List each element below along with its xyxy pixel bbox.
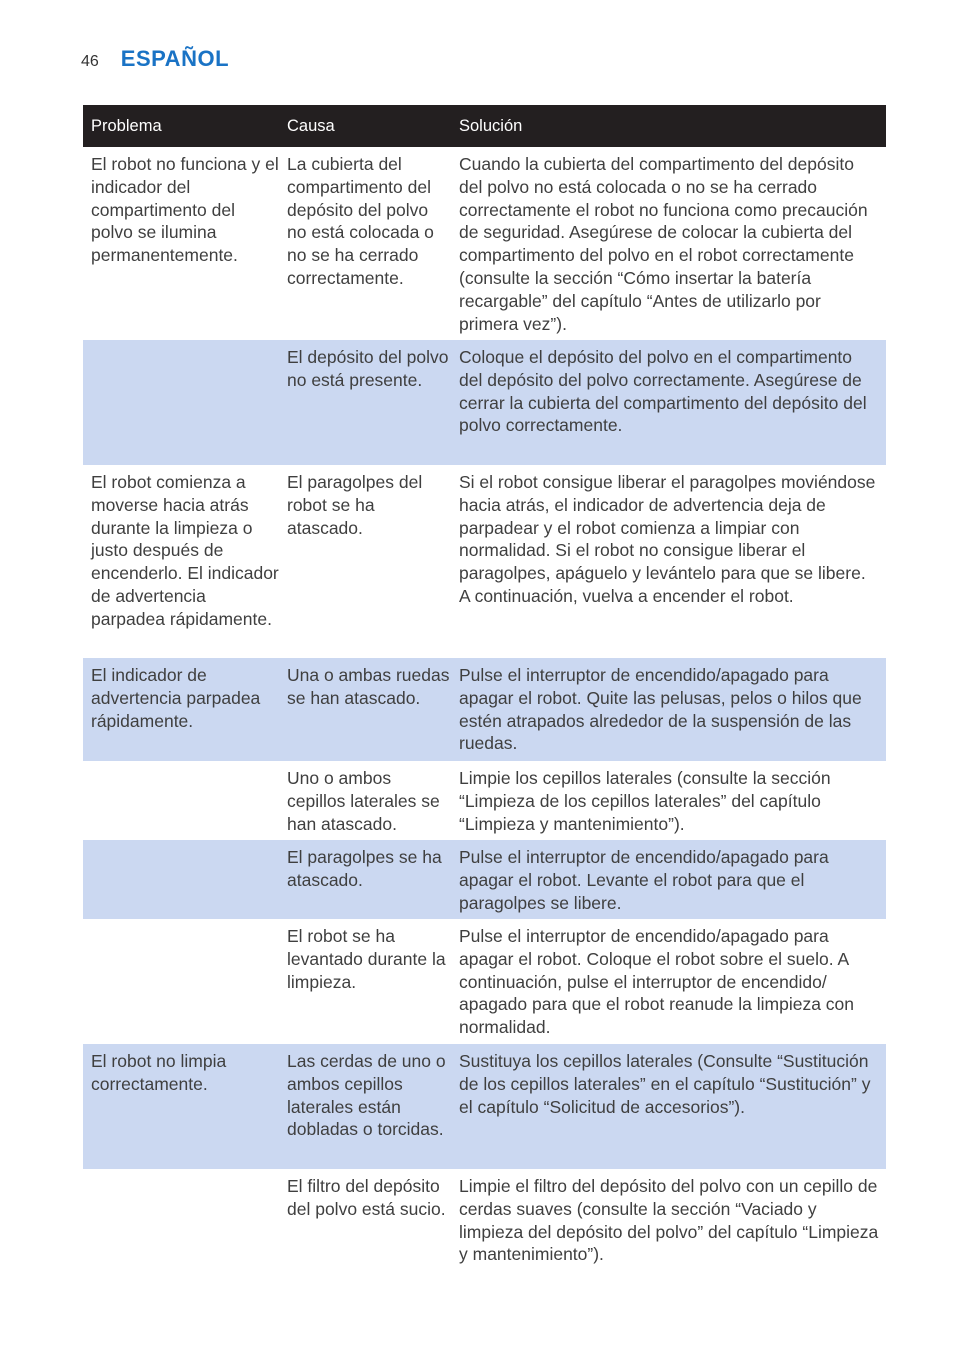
page-number: 46 <box>81 53 99 70</box>
solution-cell: Coloque el depósito del polvo en el compartimento del depósito del polvo correctamente. Asegúrese de cerrar la cubierta del compartimento del depósito del polvo correctamente. <box>459 347 867 436</box>
cause-cell: El paragolpes se ha atascado. <box>287 847 442 890</box>
problem-cell <box>83 840 279 919</box>
cause-cell: El robot se ha levantado durante la limpieza. <box>287 926 446 992</box>
cause-cell: El filtro del depósito del polvo está sucio. <box>287 1176 446 1219</box>
table-row <box>83 340 886 465</box>
problem-cell <box>83 919 279 1044</box>
table-row <box>83 919 886 1044</box>
page-header <box>81 46 229 76</box>
solution-cell: Cuando la cubierta del compartimento del depósito del polvo no está colocada o no se ha cerrado correctamente el robot no funciona como precaución de seguridad. Asegúrese de colocar la cubierta del compartimento del polvo en el robot correctamente (consulte la sección “Cómo insertar la batería recargable” del capítulo “Antes de utilizarlo por primera vez”). <box>459 154 868 334</box>
table-row <box>83 761 886 840</box>
cause-cell: Uno o ambos cepillos laterales se han atascado. <box>287 768 440 834</box>
solution-cell: Si el robot consigue liberar el paragolpes moviéndose hacia atrás, el indicador de advertencia deja de parpadear y el robot comienza a limpiar con normalidad. Si el robot no consigue liberar el paragolpes, apáguelo y levántelo para que se libere. A continuación, vuelva a encender el robot. <box>459 472 876 606</box>
problem-cell: El robot no funciona y el indicador del compartimento del polvo se ilumina permanentemente. <box>91 154 279 266</box>
table-row <box>83 147 886 340</box>
table-row <box>83 1169 886 1279</box>
cause-cell: El paragolpes del robot se ha atascado. <box>287 472 423 538</box>
solution-cell: Pulse el interruptor de encendido/apagado para apagar el robot. Quite las pelusas, pelos o hilos que estén atrapados alrededor de la suspensión de las ruedas. <box>459 665 862 754</box>
problem-cell: El robot comienza a moverse hacia atrás durante la limpieza o justo después de encenderlo. El indicador de advertencia parpadea rápidamente. <box>91 472 279 629</box>
table-row <box>83 840 886 919</box>
column-header-problem: Problema <box>91 116 162 135</box>
column-header-cause: Causa <box>287 116 335 135</box>
table-row <box>83 465 886 658</box>
section-title: ESPAÑOL <box>120 46 230 71</box>
column-header-solution: Solución <box>459 116 523 135</box>
problem-cell: El indicador de advertencia parpadea rápidamente. <box>91 665 261 731</box>
solution-cell: Sustituya los cepillos laterales (Consulte “Sustitución de los cepillos laterales” en el capítulo “Sustitución” y el capítulo “Solicitud de accesorios”). <box>459 1051 871 1117</box>
solution-cell: Pulse el interruptor de encendido/apagado para apagar el robot. Coloque el robot sobre el suelo. A continuación, pulse el interruptor de encendido/ apagado para que el robot reanude la limpieza con normalidad. <box>459 926 855 1038</box>
cause-cell: Las cerdas de uno o ambos cepillos laterales están dobladas o torcidas. <box>287 1051 446 1140</box>
problem-cell <box>83 761 279 840</box>
problem-cell <box>83 340 279 465</box>
table-row <box>83 658 886 761</box>
troubleshooting-table <box>83 105 886 1279</box>
problem-cell <box>83 1169 279 1279</box>
cause-cell: Una o ambas ruedas se han atascado. <box>287 665 450 708</box>
solution-cell: Limpie el filtro del depósito del polvo con un cepillo de cerdas suaves (consulte la sección “Vaciado y limpieza del depósito del polvo” del capítulo “Limpieza y mantenimiento”). <box>459 1176 879 1265</box>
table-header <box>83 105 886 147</box>
cause-cell: El depósito del polvo no está presente. <box>287 347 449 390</box>
cause-cell: La cubierta del compartimento del depósito del polvo no está colocada o no se ha cerrado correctamente. <box>287 154 434 288</box>
problem-cell: El robot no limpia correctamente. <box>91 1051 227 1094</box>
solution-cell: Pulse el interruptor de encendido/apagado para apagar el robot. Levante el robot para que el paragolpes se libere. <box>459 847 829 913</box>
table-row <box>83 1044 886 1169</box>
solution-cell: Limpie los cepillos laterales (consulte la sección “Limpieza de los cepillos laterales” del capítulo “Limpieza y mantenimiento”). <box>459 768 831 834</box>
